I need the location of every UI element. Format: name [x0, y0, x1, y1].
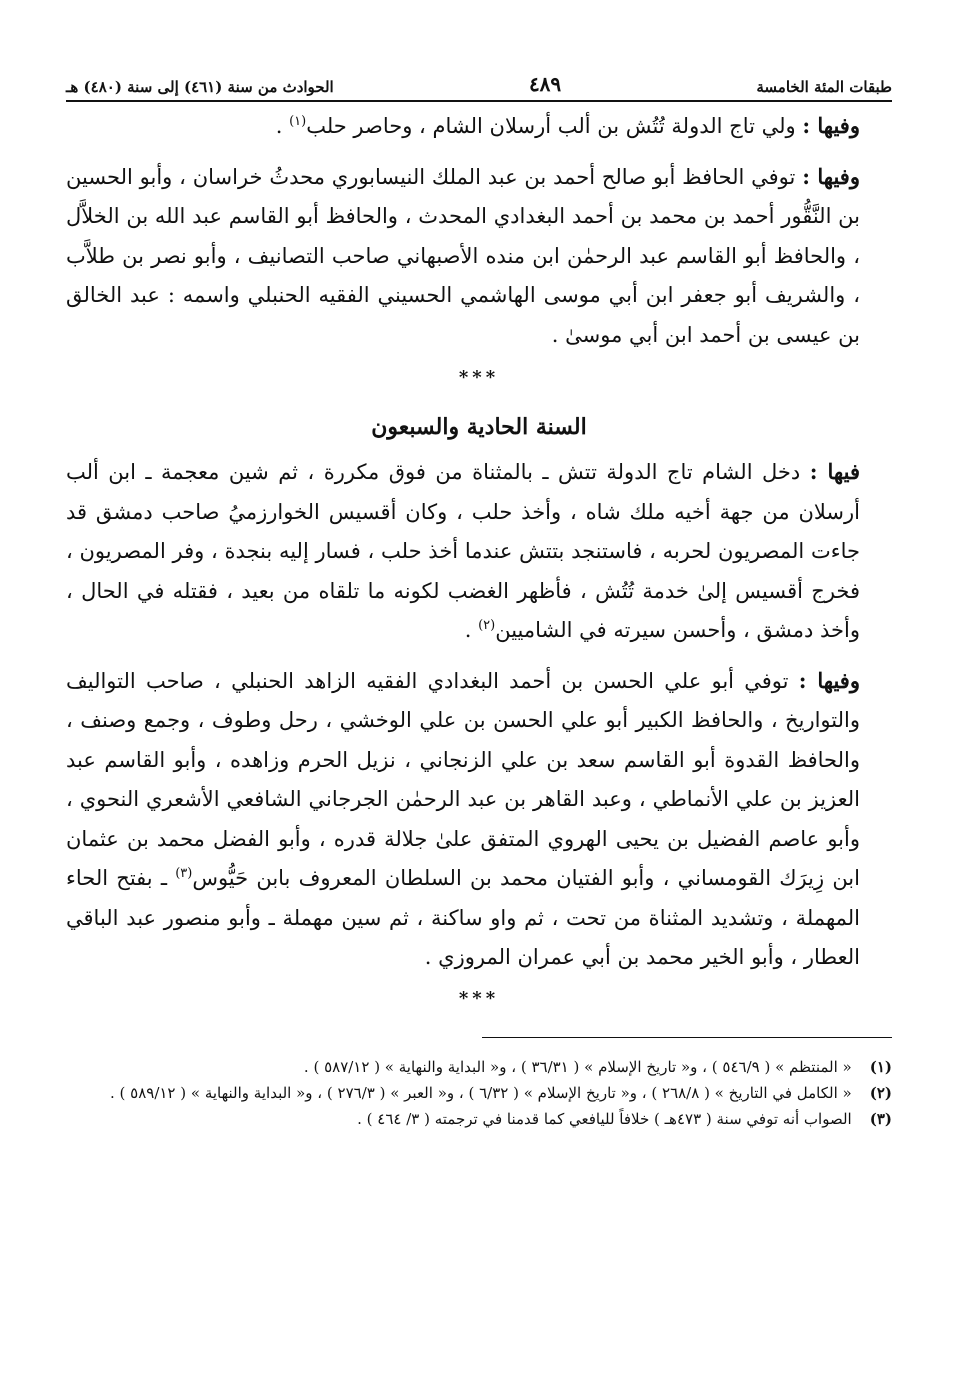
section-title: السنة الحادية والسبعون — [371, 414, 587, 440]
paragraph-text: ولي تاج الدولة تُتُش بن ألب أرسلان الشام ، وحاصر حلب — [306, 114, 803, 138]
header-book-title: طبقات المئة الخامسة — [756, 78, 892, 96]
paragraph-lead: وفيها : — [802, 113, 860, 138]
paragraph-4 — [66, 661, 892, 978]
paragraph-lead: وفيها : — [798, 667, 860, 693]
footnote-text: « المنتظم » ( ٥٤٦/٩ ) ، و« تاريخ الإسلام » ( ٣٦/٣١ ) ، و« البداية والنهاية » ( ٥٨٧/١٢ ) . — [303, 1057, 852, 1076]
paragraph-lead: فيها : — [809, 459, 860, 484]
footnote-2 — [66, 1080, 892, 1106]
paragraph-text-continued: ـ بفتح الحاء المهملة ، وتشديد المثناة من تحت ، ثم واو ساكنة ، ثم سين مهملة ـ وأبو منصور عبد الباقي العطار ، وأبو الخير محمد بن أبي عمران المروزي . — [66, 866, 860, 969]
paragraph-2 — [66, 157, 892, 356]
footnote-text: الصواب أنه توفي سنة ( ٤٧٣هـ ) خلافاً لليافعي كما قدمنا في ترجمته ( ٣/ ٤٦٤ ) . — [357, 1109, 852, 1128]
paragraph-end: . — [275, 114, 290, 138]
running-header — [66, 66, 892, 96]
header-chapter-title: الحوادث من سنة (٤٦١) إلى سنة (٤٨٠) هـ — [66, 78, 334, 96]
footnote-number: (٣) — [869, 1109, 892, 1128]
paragraph-text: توفي الحافظ أبو صالح أحمد بن عبد الملك النيسابوري محدثُ خراسان ، وأبو الحسين بن النَّقُّور أحمد بن محمد بن أحمد البغدادي المحدث ، والحافظ أبو القاسم عبد الله بن الخلاَّل ، والحافظ أبو القاسم عبد الرحمٰن ابن منده الأصبهاني صاحب التصانيف ، وأبو نصر بن طلاَّب ، والشريف أبو جعفر ابن أبي موسى الهاشمي الحسيني الفقيه الحنبلي واسمه : عبد الخالق بن عيسى بن أحمد ابن أبي موسىٰ . — [66, 164, 860, 347]
paragraph-text: توفي أبو علي الحسن بن أحمد البغدادي الفقيه الزاهد الحنبلي ، صاحب التواليف والتواريخ ، والحافظ الكبير أبو علي الحسن بن علي الوخشي ، رحل وطوف ، وجمع وصنف ، والحافظ القدوة أبو القاسم سعد بن علي الزنجاني ، نزيل الحرم وزاهده ، وأبو القاسم عبد العزيز بن علي الأنماطي ، وعبد القاهر بن عبد الرحمٰن الجرجاني الشافعي الأشعري النحوي ، وأبو عاصم الفضيل بن يحيى الهروي المتفق علىٰ جلالة قدره ، وأبو الفضل محمد بن عثمان ابن زِيرَك القومساني ، وأبو الفتيان محمد بن السلطان المعروف بابن حَيُّوس — [66, 668, 860, 890]
section-separator: *** — [458, 987, 500, 1009]
paragraph-1 — [66, 106, 892, 147]
footnote-1 — [66, 1054, 892, 1080]
footnote-rule — [482, 1037, 892, 1038]
page-number: ٤٨٩ — [528, 72, 562, 96]
footnote-ref-3[interactable]: (٣) — [175, 866, 193, 881]
paragraph-text: دخل الشام تاج الدولة تتش ـ بالمثناة من فوق مكررة ، ثم شين معجمة ـ ابن ألب أرسلان من جهة أخيه ملك شاه ، وأخذ حلب ، وكان أقسيس الخوارزميُ صاحب دمشق قد جاءت المصريون لحربه ، فاستنجد بتتش عندما أخذ حلب ، فسار إليه بنجدة ، وفر المصريون ، فخرج أقسيس إلىٰ خدمة تُتُش ، فأظهر الغضب لكونه ما تلقاه من بعيد ، فقتله في الحال ، وأخذ دمشق ، وأحسن سيرته في الشاميين — [66, 460, 860, 642]
footnote-number: (١) — [869, 1057, 892, 1076]
paragraph-end: . — [464, 618, 479, 642]
footnote-ref-2[interactable]: (٢) — [478, 618, 496, 633]
footnote-text: « الكامل في التاريخ » ( ٢٦٨/٨ ) ، و« تاريخ الإسلام » ( ٦/٣٢ ) ، و« العبر » ( ٢٧٦/٣ ) ، و« البداية والنهاية » ( ٥٨٩/١٢ ) . — [110, 1083, 852, 1102]
paragraph-lead: وفيها : — [802, 163, 860, 189]
header-rule — [66, 100, 892, 102]
paragraph-3 — [66, 452, 892, 651]
footnote-number: (٢) — [869, 1083, 892, 1102]
footnotes — [66, 1054, 892, 1132]
section-separator: *** — [458, 367, 500, 388]
footnote-ref-1[interactable]: (١) — [289, 114, 307, 129]
footnote-3 — [66, 1106, 892, 1132]
